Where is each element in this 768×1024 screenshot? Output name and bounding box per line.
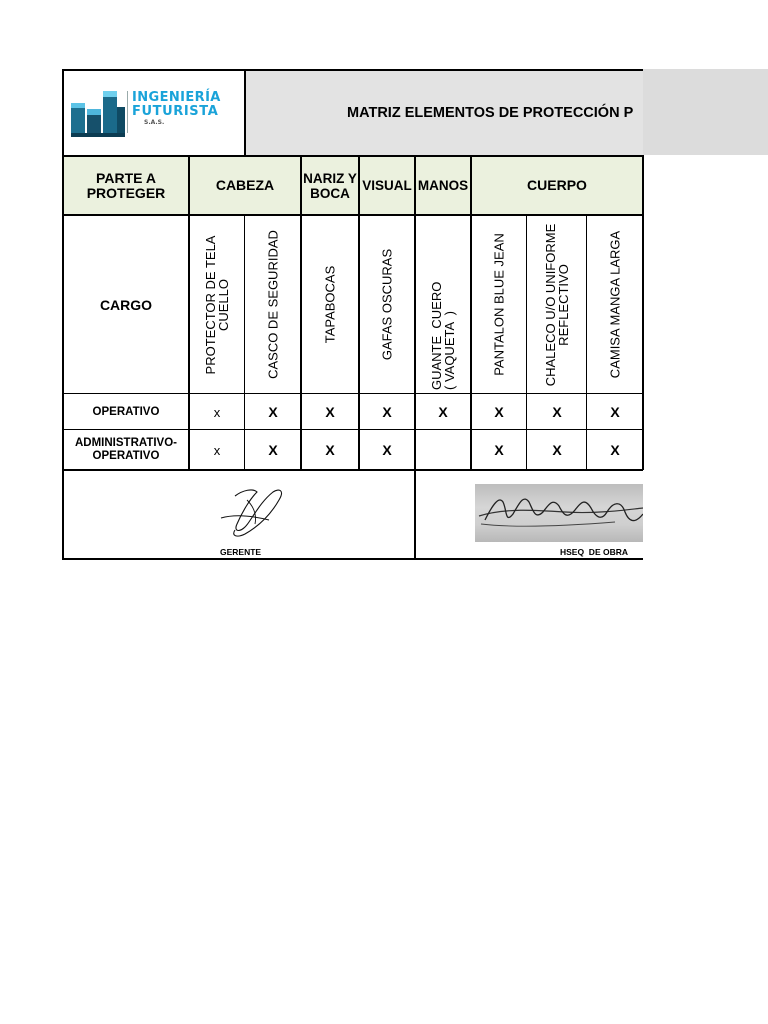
row-operativo-cargo-text: OPERATIVO — [92, 405, 160, 418]
item-casco-label: CASCO DE SEGURIDAD — [265, 230, 281, 379]
item-protector-tela — [189, 215, 245, 394]
item-guante-label: GUANTE CUERO ( VAQUETA ) — [429, 281, 457, 390]
item-camisa-label: CAMISA MANGA LARGA — [607, 230, 623, 379]
row-operativo-mark — [471, 394, 527, 430]
group-manos-label: MANOS — [417, 178, 469, 193]
signature-image — [475, 484, 643, 542]
document-title — [245, 70, 643, 156]
grid-line — [470, 155, 472, 470]
item-tapabocas — [301, 215, 359, 394]
row-administrativo-mark — [527, 430, 587, 470]
item-casco — [245, 215, 301, 394]
mark-text: X — [382, 442, 392, 458]
row-operativo-mark — [527, 394, 587, 430]
group-header-label-text: PARTE A PROTEGER — [86, 169, 166, 201]
row-operativo-mark — [415, 394, 471, 430]
group-visual — [359, 156, 415, 215]
logo-divider — [127, 91, 128, 133]
handwritten-signature-icon — [213, 480, 303, 550]
logo-line-2: FUTURISTA — [132, 104, 219, 119]
grid-line — [414, 155, 416, 559]
grid-line — [244, 69, 246, 156]
group-cabeza-label: CABEZA — [215, 177, 275, 193]
item-pantalon — [471, 215, 527, 394]
mark-text: X — [382, 404, 392, 420]
group-cabeza — [189, 156, 301, 215]
row-administrativo-mark — [587, 430, 643, 470]
item-camisa — [587, 215, 643, 394]
mark-text: X — [325, 404, 335, 420]
mark-text: X — [325, 442, 335, 458]
item-pantalon-label: PANTALON BLUE JEAN — [491, 233, 507, 376]
item-gafas-label: GAFAS OSCURAS — [379, 248, 395, 361]
grid-line — [63, 469, 643, 471]
group-visual-label: VISUAL — [362, 178, 412, 193]
company-logo — [68, 85, 240, 141]
grid-line — [63, 429, 643, 430]
row-administrativo-mark — [301, 430, 359, 470]
mark-text: X — [552, 442, 562, 458]
handwritten-signature-icon — [475, 484, 643, 542]
signature-gerente — [63, 470, 415, 559]
logo-line-3: S.A.S. — [144, 119, 165, 126]
mark-text: X — [268, 404, 278, 420]
group-cuerpo-label: CUERPO — [527, 177, 587, 193]
group-manos — [415, 156, 471, 215]
row-administrativo-mark — [359, 430, 415, 470]
mark-text: x — [213, 404, 221, 420]
group-header-label — [63, 156, 189, 215]
item-chaleco — [527, 215, 587, 394]
mark-text: X — [438, 404, 448, 420]
document-title-text: MATRIZ ELEMENTOS DE PROTECCIÓN P — [347, 105, 634, 121]
cargo-header — [63, 215, 189, 394]
mark-text: X — [494, 404, 504, 420]
grid-line — [526, 215, 527, 470]
grid-line — [63, 155, 643, 157]
item-chaleco-label: CHALECO U/O UNIFORME REFLECTIVO — [543, 223, 571, 386]
mark-text: X — [610, 404, 620, 420]
item-tapabocas-label: TAPABOCAS — [322, 265, 338, 344]
mark-text: X — [494, 442, 504, 458]
item-guante — [415, 215, 471, 394]
row-operativo-mark — [587, 394, 643, 430]
row-operativo-mark — [301, 394, 359, 430]
mark-text: X — [552, 404, 562, 420]
group-nariz-boca — [301, 156, 359, 215]
row-administrativo-mark — [471, 430, 527, 470]
header-band-extension — [643, 69, 768, 155]
mark-text: X — [268, 442, 278, 458]
grid-line — [358, 155, 360, 470]
building-blocks-icon — [70, 87, 126, 139]
grid-line — [62, 69, 64, 560]
grid-line — [63, 393, 643, 394]
grid-line — [188, 155, 190, 470]
row-operativo-mark — [245, 394, 301, 430]
row-administrativo-mark — [189, 430, 245, 470]
grid-line — [300, 155, 302, 470]
grid-line — [63, 558, 643, 560]
logo-wordmark — [132, 91, 240, 127]
grid-line — [642, 155, 644, 470]
cargo-header-label: CARGO — [99, 296, 153, 313]
grid-line — [63, 214, 643, 216]
row-operativo-mark — [189, 394, 245, 430]
row-administrativo-mark — [415, 430, 471, 470]
group-nariz-boca-label: NARIZ Y BOCA — [303, 170, 357, 201]
item-gafas — [359, 215, 415, 394]
logo-cell — [63, 70, 245, 156]
signature-gerente-label: GERENTE — [220, 547, 262, 557]
grid-line — [63, 69, 643, 71]
group-cuerpo — [471, 156, 643, 215]
logo-line-1: INGENIERÍA — [132, 90, 221, 105]
row-operativo-cargo — [63, 394, 189, 430]
row-administrativo-mark — [245, 430, 301, 470]
item-protector-tela-label: PROTECTOR DE TELA CUELLO — [203, 235, 231, 374]
signature-hseq-label: HSEQ DE OBRA — [560, 547, 629, 557]
signature-hseq — [415, 470, 643, 559]
grid-line — [244, 215, 245, 470]
mark-text: X — [610, 442, 620, 458]
row-operativo-mark — [359, 394, 415, 430]
mark-text: x — [213, 442, 221, 458]
row-administrativo-cargo-text: ADMINISTRATIVO- OPERATIVO — [74, 437, 177, 462]
row-administrativo-cargo — [63, 430, 189, 470]
grid-line — [586, 215, 587, 470]
